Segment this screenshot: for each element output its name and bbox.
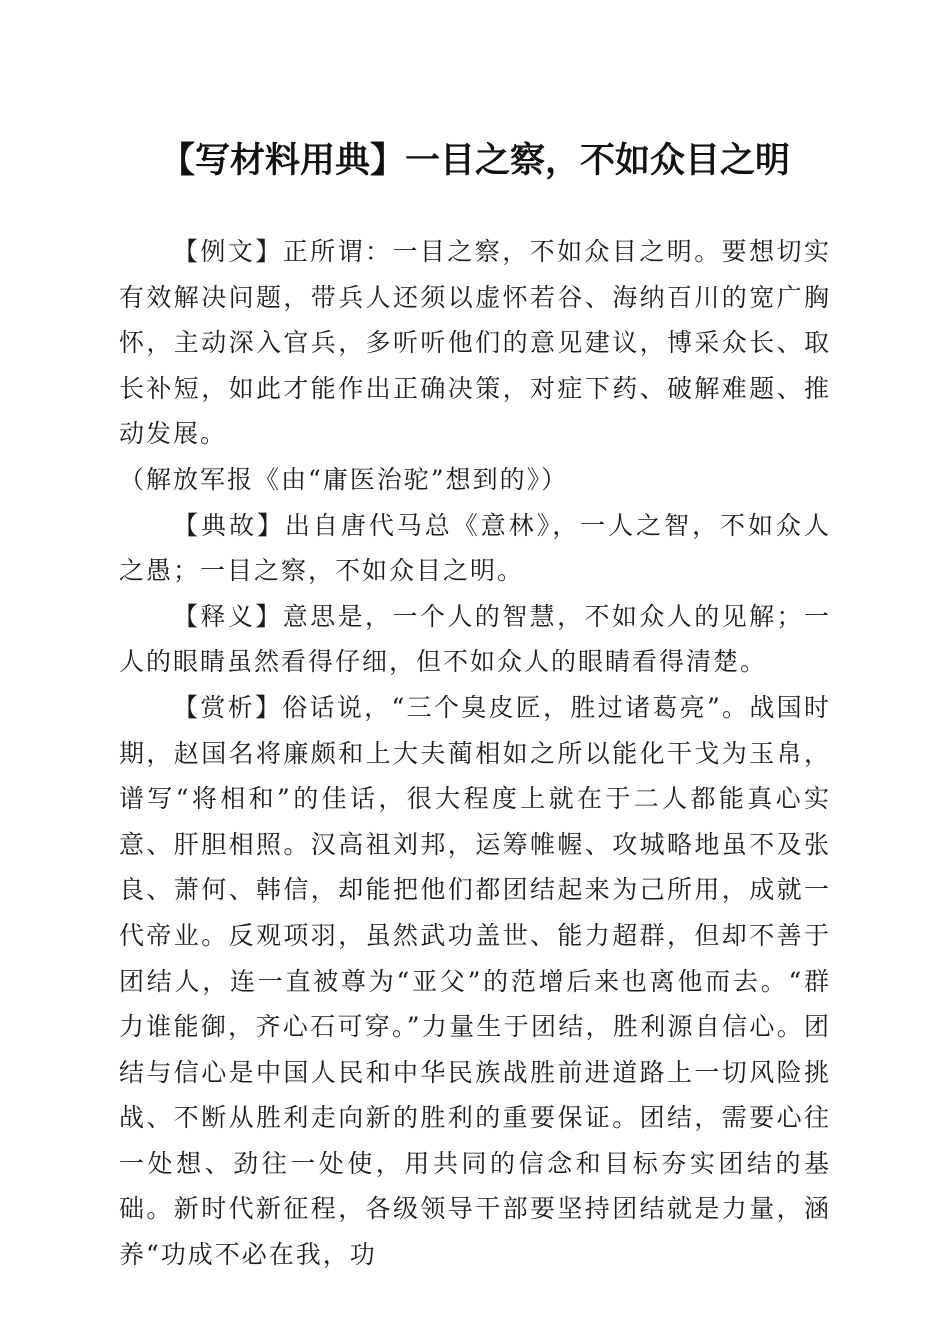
paragraph-text: （解放军报《由“庸医治驼”想到的》） bbox=[119, 464, 569, 494]
paragraph-example bbox=[119, 229, 831, 457]
paragraph-origin bbox=[119, 503, 831, 594]
paragraph-source bbox=[119, 457, 831, 503]
paragraph-tag: 【赏析】 bbox=[173, 692, 283, 722]
paragraph-text: 出自唐代马总《意林》，一人之智，不如众人之愚；一目之察，不如众目之明。 bbox=[119, 510, 831, 586]
paragraph-tag: 【典故】 bbox=[173, 510, 285, 540]
paragraph-text: 正所谓：一目之察，不如众目之明。要想切实有效解决问题，带兵人还须以虚怀若谷、海纳百川的宽广胸怀，主动深入官兵，多听听他们的意见建议，博采众长、取长补短，如此才能作出正确决策，对症下药、破解难题、推动发展。 bbox=[119, 237, 831, 449]
paragraph-text: 俗话说，“三个臭皮匠，胜过诸葛亮”。战国时期，赵国名将廉颇和上大夫蔺相如之所以能化干戈为玉帛，谱写“将相和”的佳话，很大程度上就在于二人都能真心实意、肝胆相照。汉高祖刘邦，运筹帷幄、攻城略地虽不及张良、萧何、韩信，却能把他们都团结起来为己所用，成就一代帝业。反观项羽，虽然武功盖世、能力超群，但却不善于团结人，连一直被尊为“亚父”的范增后来也离他而去。“群力谁能御，齐心石可穿。”力量生于团结，胜利源自信心。团结与信心是中国人民和中华民族战胜前进道路上一切风险挑战、不断从胜利走向新的胜利的重要保证。团结，需要心往一处想、劲往一处使，用共同的信念和目标夯实团结的基础。新时代新征程，各级领导干部要坚持团结就是力量，涵养“功成不必在我，功 bbox=[119, 692, 831, 1270]
paragraph-tag: 【例文】 bbox=[173, 237, 283, 266]
document-title: 【写材料用典】一目之察，不如众目之明 bbox=[159, 140, 790, 181]
document-body bbox=[119, 229, 831, 1278]
paragraph-text: 意思是，一个人的智慧，不如众人的见解；一人的眼睛虽然看得仔细，但不如众人的眼睛看得清楚。 bbox=[119, 601, 831, 677]
paragraph-tag: 【释义】 bbox=[173, 601, 283, 631]
paragraph-meaning bbox=[119, 594, 831, 685]
paragraph-analysis bbox=[119, 685, 831, 1278]
